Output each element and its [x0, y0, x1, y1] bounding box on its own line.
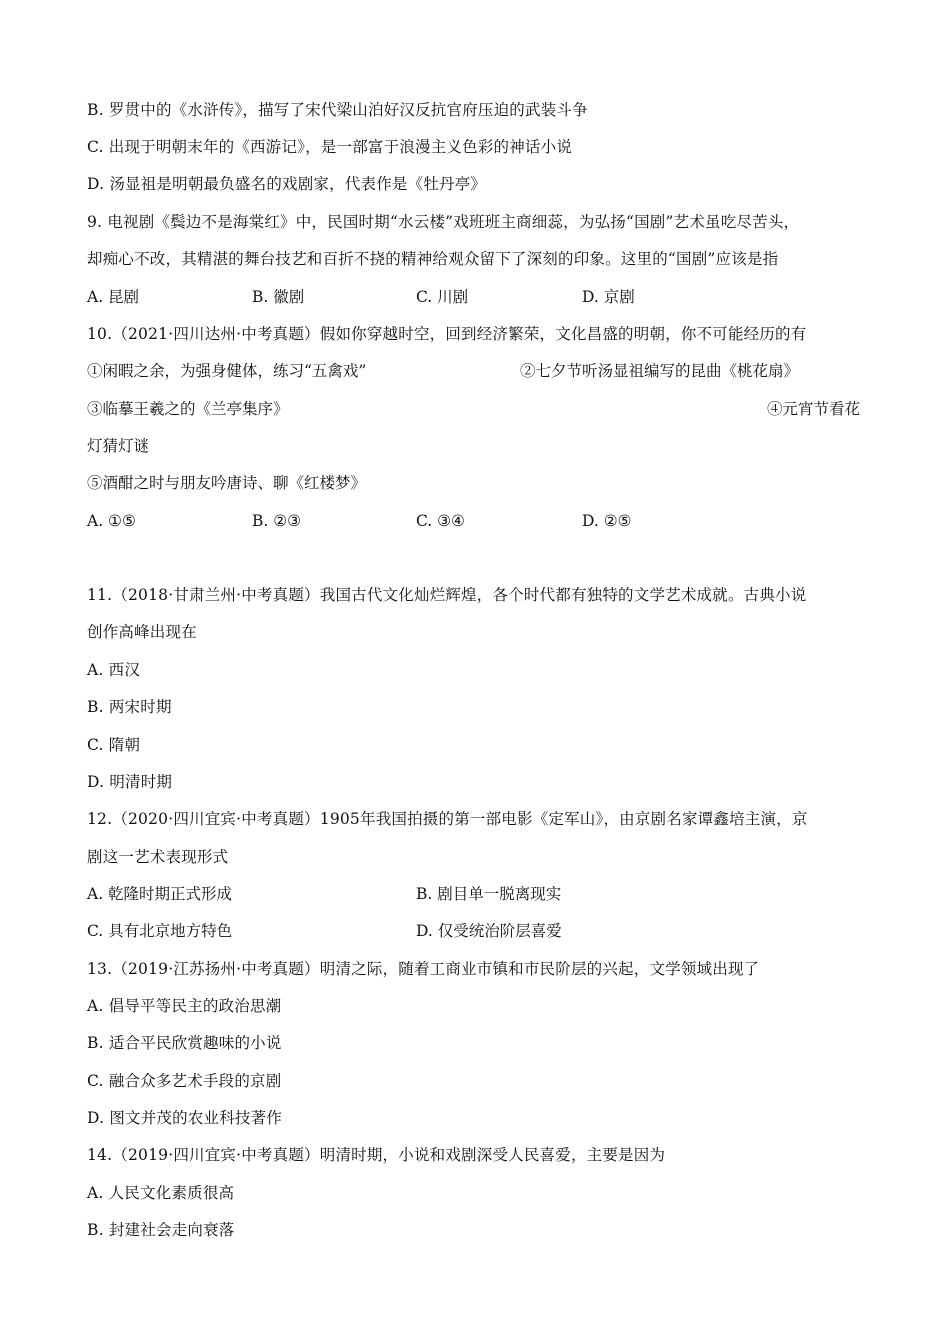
q13-option-b: B. 适合平民欣赏趣味的小说 [87, 1034, 282, 1052]
q14-stem: 14.（2019·四川宜宾·中考真题）明清时期，小说和戏剧深受人民喜爱，主要是因为 [87, 1146, 666, 1164]
q8-option-c: C. 出现于明朝末年的《西游记》，是一部富于浪漫主义色彩的神话小说 [87, 138, 573, 156]
q12-option-d: D. 仅受统治阶层喜爱 [416, 922, 562, 940]
q11-stem-line-1: 11.（2018·甘肃兰州·中考真题）我国古代文化灿烂辉煌，各个时代都有独特的文学艺术成就。古典小说 [87, 586, 807, 604]
q11-option-c: C. 隋朝 [87, 736, 141, 754]
q11-option-b: B. 两宋时期 [87, 698, 172, 716]
q13-option-d: D. 图文并茂的农业科技著作 [87, 1109, 283, 1127]
q10-item-2: ②七夕节听汤显祖编写的昆曲《桃花扇》 [520, 362, 800, 380]
q11-option-d: D. 明清时期 [87, 773, 173, 791]
q9-option-d: D. 京剧 [582, 288, 635, 306]
q13-option-c: C. 融合众多艺术手段的京剧 [87, 1072, 282, 1090]
q14-option-b: B. 封建社会走向衰落 [87, 1221, 235, 1239]
q12-option-c: C. 具有北京地方特色 [87, 922, 233, 940]
q8-option-d: D. 汤显祖是明朝最负盛名的戏剧家，代表作是《牡丹亭》 [87, 175, 487, 193]
q10-item-5: ⑤酒酣之时与朋友吟唐诗、聊《红楼梦》 [87, 474, 367, 492]
q9-option-a: A. 昆剧 [87, 288, 140, 306]
q8-option-b: B. 罗贯中的《水浒传》，描写了宋代梁山泊好汉反抗官府压迫的武装斗争 [87, 101, 588, 119]
q12-stem-line-2: 剧这一艺术表现形式 [87, 848, 229, 866]
q10-stem: 10.（2021·四川达州·中考真题）假如你穿越时空，回到经济繁荣，文化昌盛的明朝，你不可能经历的有 [87, 325, 807, 343]
q10-option-c: C. ③④ [416, 512, 465, 530]
q10-item-4-part-1: ④元宵节看花 [767, 400, 861, 418]
q10-item-3: ③临摹王羲之的《兰亭集序》 [87, 400, 289, 418]
q10-item-1: ①闲暇之余，为强身健体，练习“五禽戏” [87, 362, 367, 380]
q9-stem-line-2: 却痴心不改，其精湛的舞台技艺和百折不挠的精神给观众留下了深刻的印象。这里的“国剧”应该是指 [87, 250, 779, 268]
q9-stem-line-1: 9. 电视剧《鬓边不是海棠红》中，民国时期“水云楼”戏班班主商细蕊，为弘扬“国剧”艺术虽吃尽苦头， [87, 213, 800, 231]
q9-option-b: B. 徽剧 [252, 288, 305, 306]
q11-stem-line-2: 创作高峰出现在 [87, 623, 197, 641]
q9-option-c: C. 川剧 [416, 288, 469, 306]
q13-stem: 13.（2019·江苏扬州·中考真题）明清之际，随着工商业市镇和市民阶层的兴起，文学领域出现了 [87, 960, 760, 978]
q12-option-b: B. 剧目单一脱离现实 [416, 885, 562, 903]
q10-option-b: B. ②③ [252, 512, 302, 530]
q10-option-a: A. ①⑤ [87, 512, 136, 530]
q10-option-d: D. ②⑤ [582, 512, 632, 530]
q14-option-a: A. 人民文化素质很高 [87, 1184, 235, 1202]
q10-item-4-part-2: 灯猜灯谜 [87, 437, 150, 455]
q11-option-a: A. 西汉 [87, 661, 141, 679]
q12-option-a: A. 乾隆时期正式形成 [87, 885, 233, 903]
q13-option-a: A. 倡导平等民主的政治思潮 [87, 997, 282, 1015]
q12-stem-line-1: 12.（2020·四川宜宾·中考真题）1905年我国拍摄的第一部电影《定军山》，由京剧名家谭鑫培主演，京 [87, 810, 808, 828]
